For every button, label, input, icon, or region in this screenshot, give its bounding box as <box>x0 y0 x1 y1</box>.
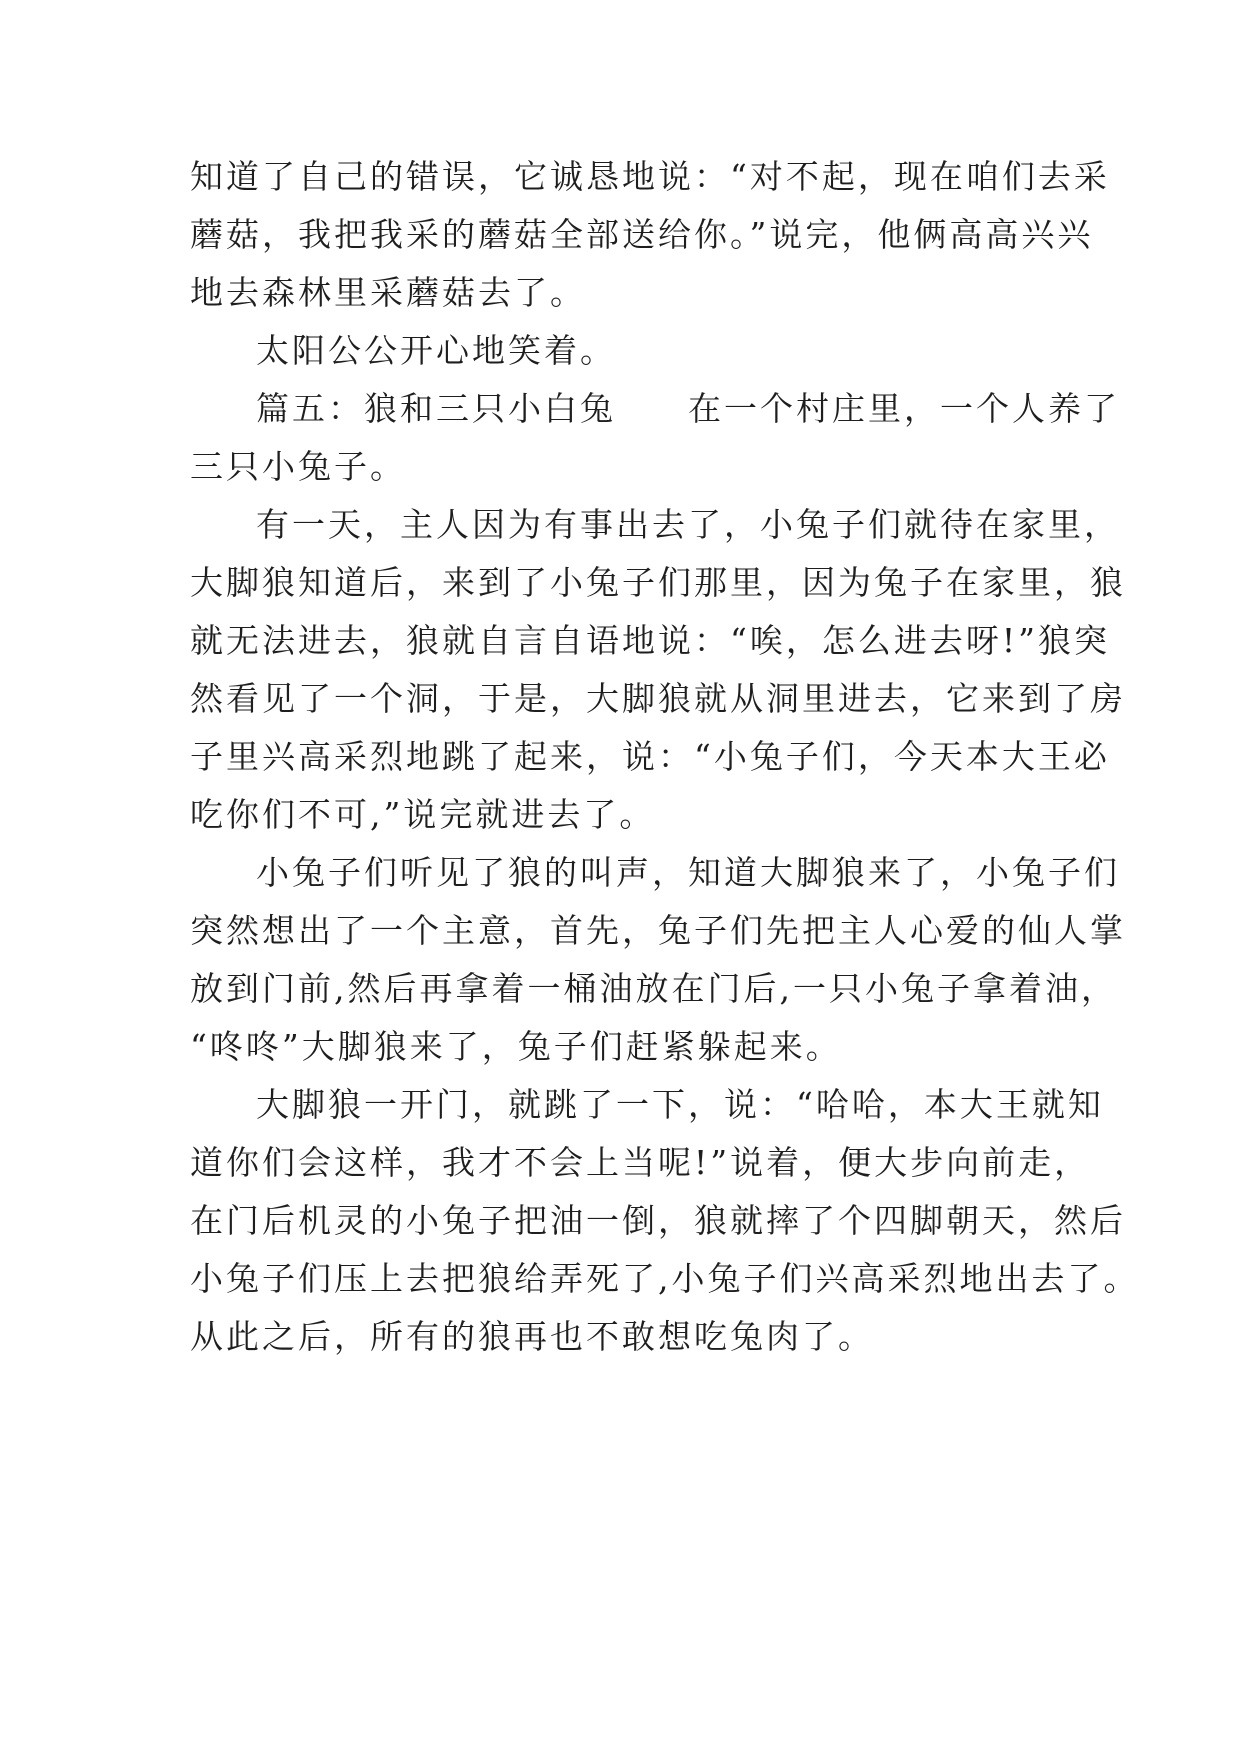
text-line-6: 三只小兔子。 <box>190 447 406 486</box>
text-line-16: “咚咚”大脚狼来了，兔子们赶紧躲起来。 <box>190 1027 842 1066</box>
text-line-17: 大脚狼一开门，就跳了一下，说：“哈哈，本大王就知 <box>256 1085 1104 1124</box>
text-line-21: 从此之后，所有的狼再也不敢想吃兔肉了。 <box>190 1317 874 1356</box>
text-line-4: 太阳公公开心地笑着。 <box>256 331 616 370</box>
text-line-8: 大脚狼知道后，来到了小兔子们那里，因为兔子在家里，狼 <box>190 563 1126 602</box>
text-line-19: 在门后机灵的小兔子把油一倒，狼就摔了个四脚朝天，然后 <box>190 1201 1126 1240</box>
text-line-14: 突然想出了一个主意，首先，兔子们先把主人心爱的仙人掌 <box>190 911 1126 950</box>
text-line-18: 道你们会这样，我才不会上当呢!”说着，便大步向前走， <box>190 1143 1091 1182</box>
text-line-3: 地去森林里采蘑菇去了。 <box>190 273 586 312</box>
document-body <box>190 148 1140 1366</box>
text-line-12: 吃你们不可,”说完就进去了。 <box>190 795 656 834</box>
text-line-15: 放到门前,然后再拿着一桶油放在门后,一只小兔子拿着油， <box>190 969 1117 1008</box>
text-line-2: 蘑菇，我把我采的蘑菇全部送给你。”说完，他俩高高兴兴 <box>190 215 1094 254</box>
text-line-9: 就无法进去，狼就自言自语地说：“唉，怎么进去呀!”狼突 <box>190 621 1111 660</box>
text-line-13: 小兔子们听见了狼的叫声，知道大脚狼来了，小兔子们 <box>256 853 1120 892</box>
text-line-5: 篇五：狼和三只小白兔 在一个村庄里，一个人养了 <box>256 389 1120 428</box>
text-line-20: 小兔子们压上去把狼给弄死了,小兔子们兴高采烈地出去了。 <box>190 1259 1140 1298</box>
text-line-1: 知道了自己的错误，它诚恳地说：“对不起，现在咱们去采 <box>190 157 1110 196</box>
text-line-11: 子里兴高采烈地跳了起来，说：“小兔子们，今天本大王必 <box>190 737 1110 776</box>
text-line-10: 然看见了一个洞，于是，大脚狼就从洞里进去，它来到了房 <box>190 679 1126 718</box>
text-line-7: 有一天，主人因为有事出去了，小兔子们就待在家里， <box>256 505 1120 544</box>
